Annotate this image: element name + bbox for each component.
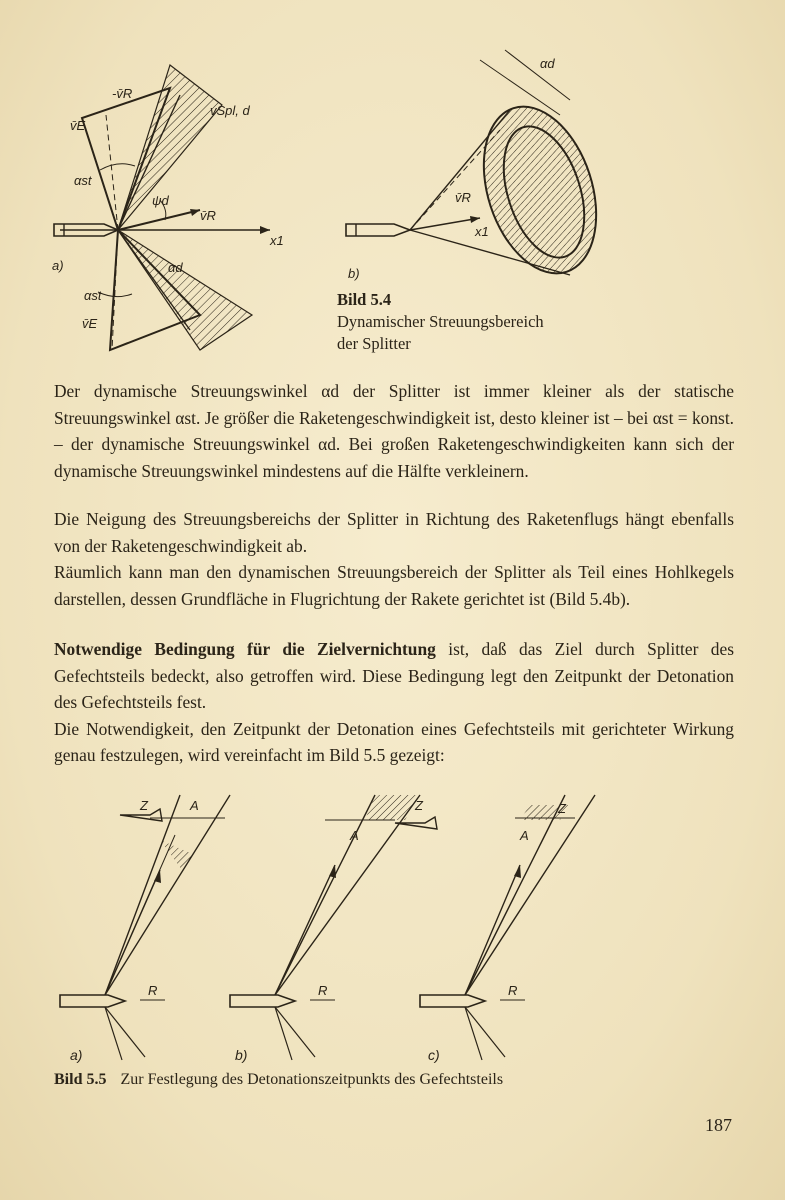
panel-c-a: A: [520, 828, 529, 843]
paragraph-4-rest: ist, daß das Ziel durch Splitter des Gefechtsteils bedeckt, also getroffen wird. Diese Bedingung legt den Zeitpunkt der Detonation des Gefechtsteils fest.: [54, 639, 734, 712]
panel-a-z: Z: [140, 798, 148, 813]
label-v-spl: vSpl, d: [210, 103, 250, 118]
paragraph-2-text: Die Neigung des Streuungsbereichs der Splitter in Richtung des Raketenflugs hängt ebenfalls von der Raketengeschwindigkeit ab.: [54, 509, 734, 556]
panel-b-a: A: [350, 828, 359, 843]
lower-hatched-sector: [118, 230, 252, 350]
paragraph-2: [54, 506, 734, 612]
paragraph-5-text: Die Notwendigkeit, den Zeitpunkt der Detonation eines Gefechtsteils mit gerichteter Wirkung genau festzulegen, wird vereinfacht im Bild 5.5 gezeigt:: [54, 718, 734, 765]
label-vr-b: v̄R: [455, 190, 471, 205]
figure-5-5-caption: [54, 1071, 503, 1089]
figure-5-4-number: Bild 5.4: [337, 290, 392, 309]
label-alpha-d: αd: [168, 260, 183, 275]
panel-a-label: a): [70, 1047, 83, 1063]
panel-c-diagram: [420, 795, 595, 1063]
figure-5-5-diagram: [50, 785, 570, 1065]
figure-5-4-caption: [337, 289, 637, 355]
panel-b-label: b): [348, 266, 360, 281]
figure-5-5-number: Bild 5.5: [54, 1071, 107, 1088]
paragraph-4-bold: Notwendige Bedingung für die Zielvernichtung: [54, 639, 436, 659]
figure-5-4-caption-line1: Dynamischer Streuungsbereich: [337, 312, 544, 331]
cone-base-outer: [464, 92, 616, 288]
label-x1: x1: [270, 233, 284, 248]
panel-c-z: Z: [558, 801, 566, 816]
panel-c-label: c): [428, 1047, 440, 1063]
label-alpha-st-top: αst: [74, 173, 92, 188]
paragraph-4: [54, 636, 734, 769]
paragraph-1-text: Der dynamische Streuungswinkel αd der Splitter ist immer kleiner als der statische Streuungswinkel αst. Je größer die Raketengeschwindigkeit ist, desto kleiner ist – bei αst = konst. – der dynamische Streuungswinkel αd. Bei großen Raketengeschwindigkeiten kann sich der dynamische Streuungswinkel mindestens auf die Hälfte verkleinern.: [54, 381, 734, 481]
figure-5-5-caption-text: Zur Festlegung des Detonationszeitpunkts des Gefechtsteils: [120, 1071, 504, 1088]
label-vr-neg: -v̄R: [112, 86, 133, 101]
panel-b-label: b): [235, 1047, 248, 1063]
paragraph-3-text: Räumlich kann man den dynamischen Streuungsbereich der Splitter als Teil eines Hohlkegels darstellen, dessen Grundfläche in Flugrichtung der Rakete gerichtet ist (Bild 5.4b).: [54, 562, 734, 609]
figure-5-4b-diagram: [330, 40, 630, 285]
label-ve-bottom: v̄E: [82, 316, 98, 331]
panel-c-r: R: [508, 983, 518, 998]
panel-b-z: Z: [415, 798, 423, 813]
label-x1-b: x1: [475, 224, 489, 239]
paragraph-1: [54, 378, 734, 484]
panel-a-r: R: [148, 983, 158, 998]
panel-a-diagram: [60, 795, 230, 1063]
panel-a-a: A: [190, 798, 199, 813]
page-number: 187: [705, 1115, 732, 1135]
figure-5-4a-diagram: [40, 60, 300, 360]
panel-b-diagram: [230, 795, 437, 1063]
label-ve-top: v̄E: [70, 118, 86, 133]
figure-5-4-caption-line2: der Splitter: [337, 334, 411, 353]
label-vr: v̄R: [200, 208, 216, 223]
panel-b-r: R: [318, 983, 328, 998]
label-alpha-d-b: αd: [540, 56, 555, 71]
label-psi-d: ψd: [152, 193, 169, 208]
label-alpha-st-bottom: αst: [84, 288, 102, 303]
panel-a-label: a): [52, 258, 64, 273]
